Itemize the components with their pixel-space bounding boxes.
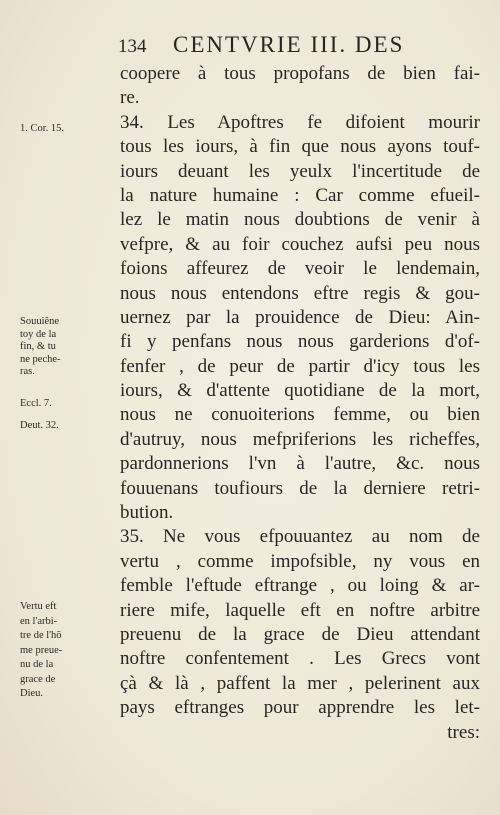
text-line: foions affeurez de veoir le lendemain, [120, 258, 480, 280]
margin-note-line: Deut. 32. [20, 420, 59, 431]
text-line: fi y penfans nous nous garderions d'of- [120, 331, 480, 353]
text-line: d'autruy, nous mefpriferions les richeffes, [120, 428, 480, 450]
text-line: pardonnerions l'vn à l'autre, &c. nous [120, 453, 480, 475]
margin-note-cor [20, 123, 64, 136]
page-header [115, 30, 445, 62]
text-line: bution. [120, 502, 174, 524]
margin-note-deut [20, 420, 59, 433]
text-line: fenfer , de peur de partir d'icy tous les [120, 355, 480, 377]
text-line: tous les iours, à fin que nous ayons touf- [120, 136, 480, 158]
text-line: iours, & d'attente quotidiane de la mort, [120, 380, 480, 402]
margin-note-line: en l'arbi- [20, 615, 58, 627]
text-line: çà & là , paffent la mer , pelerinent aux [120, 672, 480, 694]
margin-note-line: Souuiĕne [20, 316, 60, 327]
text-line: vertu , comme impofsible, ny vous en [120, 550, 480, 572]
text-line: nous nous entendons eftre regis & gou- [120, 282, 480, 304]
margin-note-line: nu de la [20, 659, 54, 670]
margin-note-line: toy de la [20, 328, 57, 340]
margin-note-souvenance [20, 316, 61, 379]
margin-note-line: fin, & tu [20, 341, 56, 352]
margin-note-line: grace de [20, 673, 56, 685]
margin-note-line: tre de l'hõ [20, 630, 62, 641]
text-line: vefpre, & au foir couchez aufsi peu nous [120, 233, 480, 255]
margin-note-line: me preue- [20, 644, 63, 656]
text-line: 34. Les Apoftres fe difoient mourir [120, 111, 480, 133]
text-line: riere mife, laquelle eft en noftre arbitre [120, 599, 480, 621]
text-line: noftre confentement . Les Grecs vont [120, 648, 480, 670]
margin-note-line: ras. [20, 366, 35, 377]
margin-note-vertu [20, 600, 62, 702]
text-line: la nature humaine : Car comme efueil- [120, 184, 480, 206]
margin-note-line: ne peche- [20, 353, 61, 365]
running-title: CENTVRIE III. DES [173, 32, 405, 57]
text-line: femble l'eftude eftrange , ou loing & ar- [120, 575, 480, 597]
text-line: re. [120, 87, 140, 109]
page-number: 134 [118, 36, 147, 57]
text-line: coopere à tous propofans de bien fai- [120, 63, 480, 84]
margin-note-line: Dieu. [20, 688, 44, 699]
text-line: uernez par la prouidence de Dieu: Ain- [120, 306, 480, 328]
body-text [120, 62, 480, 745]
text-line: preuenu de la grace de Dieu attendant [120, 623, 480, 645]
text-line: iours deuant les yeulx l'incertitude de [120, 160, 480, 182]
margin-note-line: Eccl. 7. [20, 398, 52, 409]
margin-note-line: Vertu eft [20, 601, 57, 612]
text-line: pays eftranges pour apprendre les let- [120, 697, 480, 719]
text-line: lez le matin nous doubtions de venir à [120, 209, 480, 231]
catchword: tres: [447, 721, 480, 743]
margin-note-line: 1. Cor. 15. [20, 123, 65, 134]
text-line: fouuenans toufiours de la derniere retri- [120, 477, 480, 499]
text-line: 35. Ne vous efpouuantez au nom de [120, 526, 480, 548]
margin-note-eccl [20, 398, 52, 411]
text-line: nous ne conuoiterions femme, ou bien [120, 404, 480, 426]
